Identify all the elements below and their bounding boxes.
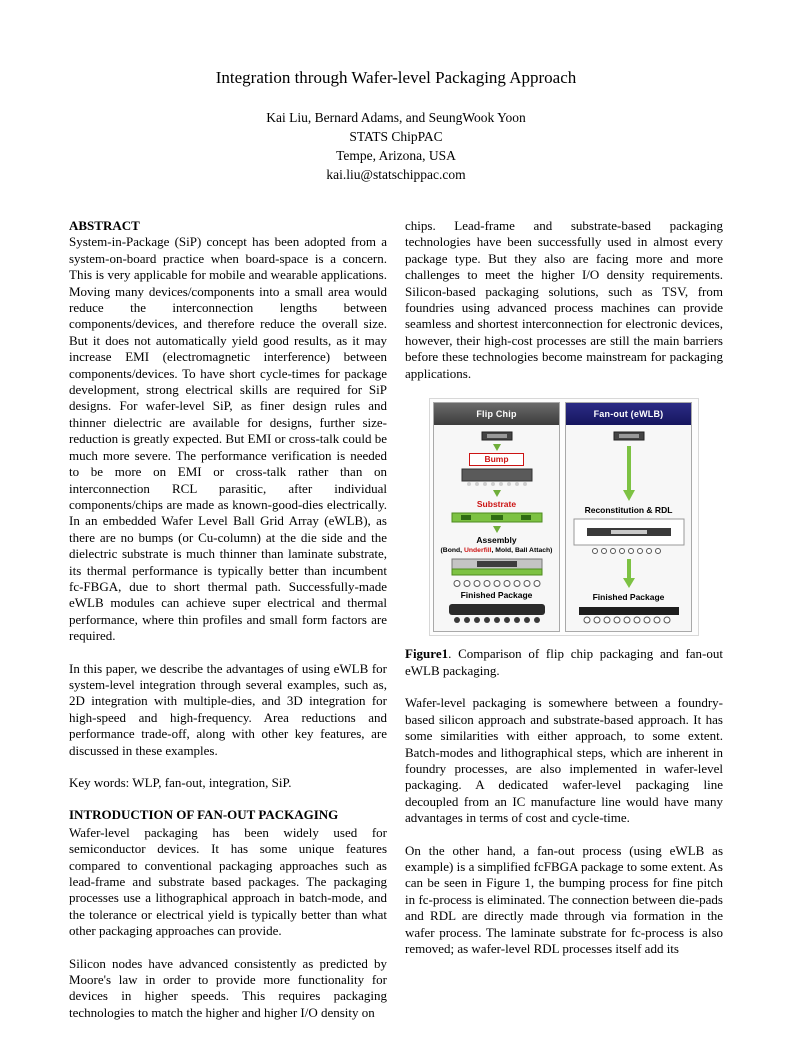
abstract-heading: ABSTRACT [69, 218, 140, 233]
introduction-paragraph-2: Silicon nodes have advanced consistently as predicted by Moore's law in order to provide more functionality for devices in higher speeds. This requires packaging technologies to match the higher and higher I/O density on [69, 955, 387, 1020]
green-arrow-icon [622, 559, 636, 589]
assembly-step-detail [441, 547, 553, 555]
substrate-step-label: Substrate [476, 499, 517, 510]
down-arrow-icon [493, 444, 501, 451]
reconstitution-image [573, 518, 685, 556]
introduction-paragraph-1: Wafer-level packaging has been widely used for semiconductor devices. It has some unique features compared to conventional packaging approaches such as lead-frame and substrate based packages. The packaging processes use a lithographical approach in batch-mode, and the tolerance or electrical yield is typically better than what other packaging approaches can provide. [69, 824, 387, 939]
long-green-arrow-icon [622, 446, 636, 502]
assembly-detail-suffix: , Mold, Ball Attach) [491, 547, 553, 555]
figure-caption-number: Figure1 [405, 646, 449, 662]
right-column [405, 218, 723, 1037]
right-paragraph-3: On the other hand, a fan-out process (using eWLB as example) is a simplified fcFBGA package to some extent. As can be seen in Figure 1, the bumping process for fine pitch in fc-process is eliminated. The connection between die-pads and RDL are directly made through via formation in the wafer process. The laminate substrate for fc-process is also removed; as wafer-level RDL processes itself add its [405, 842, 723, 956]
reconstitution-rdl-label: Reconstitution & RDL [584, 504, 673, 515]
affiliation-line: STATS ChipPAC [349, 129, 443, 144]
fan-out-panel-title: Fan-out (eWLB) [566, 403, 691, 425]
down-arrow-icon [493, 526, 501, 533]
bumped-die-image [461, 468, 533, 488]
assembly-detail-underfill: Underfill [463, 547, 492, 555]
right-paragraph-2: Wafer-level packaging is somewhere between a foundry-based silicon approach and substrate-based approach. It has some similarities with either approach, to some extent. Batch-modes and lithographical steps, which are inherent in foundry processes, are also implemented in wafer-level packaging. A dedicated wafer-level packaging line decoupled from an IC manufacture line would have many advantages in terms of cost and cycle-time. [405, 695, 723, 826]
flip-chip-panel-body [434, 425, 559, 631]
finished-package-image [445, 602, 549, 625]
flip-chip-panel [433, 402, 560, 632]
figure-caption [405, 646, 723, 679]
introduction-heading: INTRODUCTION OF FAN-OUT PACKAGING [69, 807, 339, 823]
assembly-detail-prefix: (Bond, [440, 547, 464, 555]
finished-package-image [573, 605, 685, 625]
assembly-image [449, 557, 545, 577]
figure-1 [429, 398, 699, 636]
chip-die-icon [480, 430, 514, 442]
email-line: kai.liu@statschippac.com [326, 167, 466, 182]
author-block [69, 108, 723, 184]
two-column-body [69, 218, 723, 1037]
left-column [69, 218, 387, 1037]
bump-step-label: Bump [469, 453, 523, 466]
paper-title: Integration through Wafer-level Packaging Approach [215, 68, 577, 87]
abstract-paragraph: System-in-Package (SiP) concept has been adopted from a system-on-board practice when board-space is a concern. This is very applicable for mobile and wearable applications. Moving many devices/components into a small area would reduce the interconnection lengths between components/devices, and therefore reduce the overall size. But it does not automatically yield good results, as it may increase EMI (electromagnetic interference) between components/devices. To have short cycle-times for package development, strong electrical skills are required for SiP designs. For wafer-level SiP, as finer design rules and thinner dielectric are available for designs, further size-reduction is greatly expected. But EMI or cross-talk could be much more severe. The performance verification is needed to be more on EMI or cross-talk rather than on interconnection RCL parasitic, after individual components/chips are made as known-good-dies electrically. In an embedded Wafer Level Ball Grid Array (eWLB), as there are no bumps (or Cu-column) at the die side and the dielectric substrate is much thinner than laminate substrate, its thermal performance is typically better than incumbent fc-FBGA, due to short thermal path. Successfully-made eWLB modules can achieve super electrical and thermal performance, where thin profiles and small form factors are required. [69, 234, 387, 644]
assembly-step-label: Assembly [476, 535, 517, 546]
keywords-line: Key words: WLP, fan-out, integration, SiP. [69, 775, 292, 790]
abstract-paragraph-2: In this paper, we describe the advantages of using eWLB for system-level integration through several examples, such as, 2D integration with multiple-dies, and 3D integration for high-speed and high-frequency. Area reductions and performance trade-off, along with other key features, are discussed in these examples. [69, 660, 387, 758]
finished-package-label: Finished Package [460, 590, 533, 601]
chip-die-icon [612, 430, 646, 442]
solder-balls-row-icon [447, 579, 547, 588]
location-line: Tempe, Arizona, USA [336, 148, 456, 163]
figure-caption-text: . Comparison of flip chip packaging and fan-out eWLB packaging. [405, 646, 723, 678]
fan-out-panel [565, 402, 692, 632]
fan-out-panel-body [566, 425, 691, 631]
substrate-image [451, 511, 543, 524]
authors-line: Kai Liu, Bernard Adams, and SeungWook Yoon [266, 110, 526, 125]
flip-chip-panel-title: Flip Chip [434, 403, 559, 425]
right-paragraph-1: chips. Lead-frame and substrate-based packaging technologies have been successfully used in almost every package type. But they also are facing more and more challenges to meet the higher I/O density requirements. Silicon-based packaging solutions, such as TSV, from foundries using advanced process machines can provide seamless and shortest interconnection for electronic devices, however, their high-cost processes are still the main barriers before these technologies become mainstream for packaging applications. [405, 218, 723, 381]
finished-package-label: Finished Package [592, 592, 665, 603]
down-arrow-icon [493, 490, 501, 497]
